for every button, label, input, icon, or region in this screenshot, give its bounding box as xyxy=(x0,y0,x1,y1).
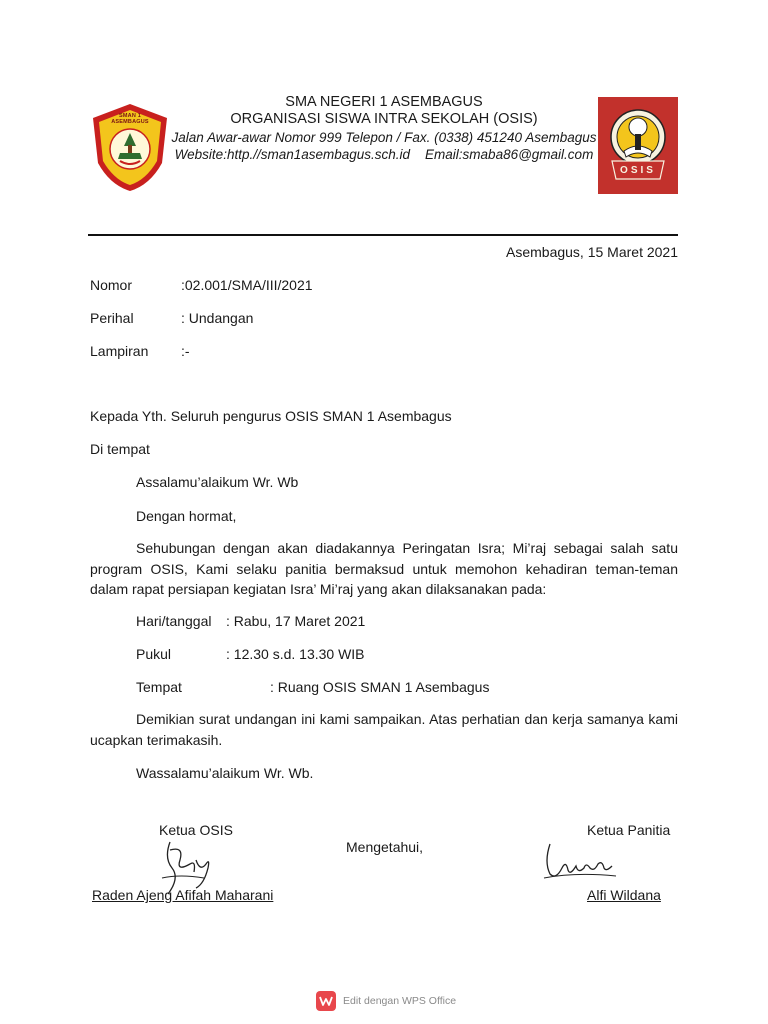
place-date: Asembagus, 15 Maret 2021 xyxy=(506,244,678,260)
school-name: SMA NEGERI 1 ASEMBAGUS xyxy=(285,94,483,110)
salutation: Dengan hormat, xyxy=(136,508,237,524)
field-value-nomor: :02.001/SMA/III/2021 xyxy=(181,277,313,293)
field-value-perihal: : Undangan xyxy=(181,310,254,326)
field-value-lampiran: :- xyxy=(181,343,190,359)
closing-greeting: Wassalamu’alaikum Wr. Wb. xyxy=(136,765,314,781)
website-email: Website:http.//sman1asembagus.sch.id Email:smaba86@gmail.com xyxy=(174,147,594,162)
detail-label-place: Tempat xyxy=(136,679,182,695)
detail-value-date: : Rabu, 17 Maret 2021 xyxy=(226,613,366,629)
wps-office-label[interactable]: Edit dengan WPS Office xyxy=(343,995,457,1007)
wps-office-icon[interactable] xyxy=(316,991,336,1011)
right-signatory-name: Alfi Wildana xyxy=(587,887,661,903)
recipient-location: Di tempat xyxy=(90,441,150,457)
field-label-perihal: Perihal xyxy=(90,310,134,326)
field-label-lampiran: Lampiran xyxy=(90,343,149,359)
closing-paragraph: Demikian surat undangan ini kami sampaikan. Atas perhatian dan kerja samanya kami ucapkan terimakasih. xyxy=(90,711,678,748)
recipient: Kepada Yth. Seluruh pengurus OSIS SMAN 1 Asembagus xyxy=(90,408,452,424)
detail-value-time: : 12.30 s.d. 13.30 WIB xyxy=(226,646,365,662)
detail-label-time: Pukul xyxy=(136,646,172,662)
organization-name: ORGANISASI SISWA INTRA SEKOLAH (OSIS) xyxy=(230,111,538,127)
detail-label-date: Hari/tanggal xyxy=(136,613,212,629)
right-signature-icon xyxy=(540,838,620,888)
field-label-nomor: Nomor xyxy=(90,277,133,293)
body-paragraph: Sehubungan dengan akan diadakannya Peringatan Isra; Mi’raj sebagai salah satu program OSIS, Kami selaku panitia bermaksud untuk memohon kehadiran teman-teman dalam rapat persiapan kegiatan Isra’ Mi’raj yang akan dilaksanakan pada: xyxy=(90,540,678,597)
letterhead-divider xyxy=(88,234,678,236)
left-logo-text: SMAN 1 ASEMBAGUS xyxy=(111,113,149,125)
left-signatory-title: Ketua OSIS xyxy=(159,822,233,838)
right-signatory-title: Ketua Panitia xyxy=(587,822,671,838)
detail-value-place: : Ruang OSIS SMAN 1 Asembagus xyxy=(270,679,490,695)
left-signatory-name: Raden Ajeng Afifah Maharani xyxy=(92,887,274,903)
opening-greeting: Assalamu’alaikum Wr. Wb xyxy=(136,474,299,490)
right-logo-text: OSIS xyxy=(620,165,656,176)
acknowledged-label: Mengetahui, xyxy=(346,839,424,855)
school-address: Jalan Awar-awar Nomor 999 Telepon / Fax. (0338) 451240 Asembagus xyxy=(171,130,597,145)
